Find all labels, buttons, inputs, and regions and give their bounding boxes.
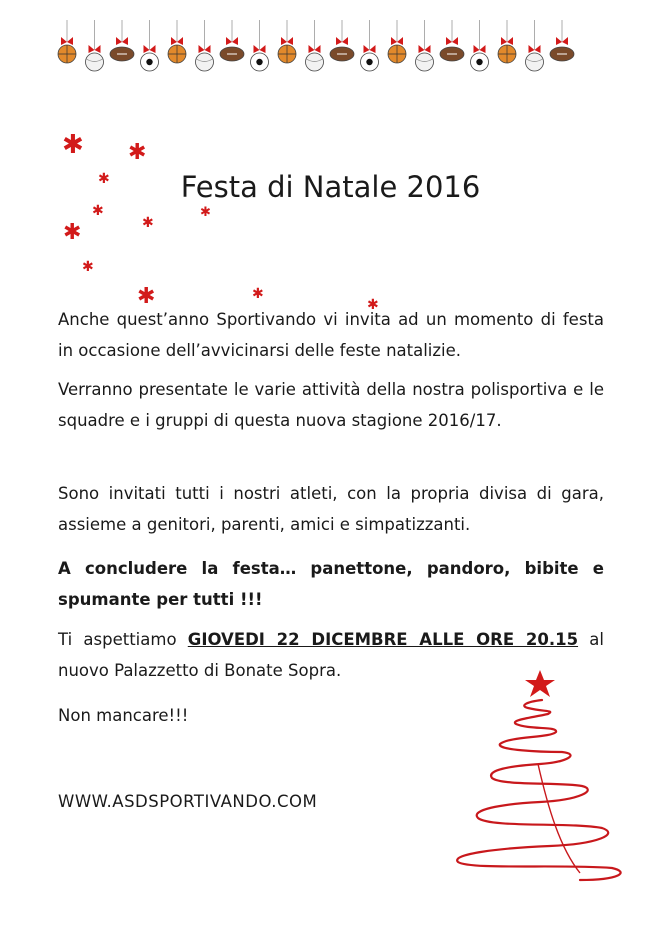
volley-ornament-icon [306, 20, 324, 71]
rugby-ornament-icon [550, 20, 574, 61]
snowflake-icon: ✱ [92, 203, 104, 219]
rugby-ornament-icon [220, 20, 244, 61]
volley-ornament-icon [526, 20, 544, 71]
closing-line: Non mancare!!! [58, 706, 189, 725]
snowflake-icon: ✱ [128, 140, 147, 165]
basket-ornament-icon [498, 20, 516, 63]
snowflake-icon: ✱ [367, 297, 379, 313]
snowflake-icon: ✱ [137, 284, 156, 309]
tree-star-icon [525, 670, 555, 697]
activities-paragraph: Verranno presentate le varie attività della nostra polisportiva e le squadre e i gruppi di questa nuova stagione 2016/17. [58, 380, 604, 430]
snowflake-icon: ✱ [82, 259, 94, 275]
intro-paragraph: Anche quest’anno Sportivando vi invita ad un momento di festa in occasione dell’avvicinarsi delle feste natalizie. [58, 310, 604, 360]
rugby-ornament-icon [110, 20, 134, 61]
rugby-ornament-icon [330, 20, 354, 61]
soccer-ornament-icon [361, 20, 379, 71]
soccer-ornament-icon [141, 20, 159, 71]
soccer-ornament-icon [471, 20, 489, 71]
basket-ornament-icon [388, 20, 406, 63]
volley-ornament-icon [416, 20, 434, 71]
rugby-ornament-icon [440, 20, 464, 61]
refreshments-paragraph: A concludere la festa… panettone, pandoro, bibite e spumante per tutti !!! [58, 559, 604, 609]
soccer-ornament-icon [251, 20, 269, 71]
snowflake-icon: ✱ [62, 130, 84, 160]
event-date: GIOVEDI 22 DICEMBRE ALLE ORE 20.15 [187, 630, 579, 649]
christmas-tree-icon [430, 668, 640, 883]
event-location-text: al nuovo Palazzetto di Bonate Sopra. [58, 630, 605, 680]
event-intro-text: Ti aspettiamo [58, 630, 188, 649]
snowflake-icon: ✱ [142, 215, 154, 231]
snowflake-icon: ✱ [200, 205, 211, 220]
website-text: WWW.ASDSPORTIVANDO.COM [58, 792, 318, 811]
volley-ornament-icon [86, 20, 104, 71]
ornament-garland [55, 18, 590, 80]
volley-ornament-icon [196, 20, 214, 71]
basket-ornament-icon [58, 20, 76, 63]
tree-spiral [457, 700, 620, 880]
guests-paragraph: Sono invitati tutti i nostri atleti, con la propria divisa di gara, assieme a genitori, parenti, amici e simpatizzanti. [58, 484, 604, 534]
snowflake-icon: ✱ [63, 220, 82, 245]
snowflake-icon: ✱ [98, 171, 110, 187]
snowflake-icon: ✱ [252, 286, 264, 302]
basket-ornament-icon [278, 20, 296, 63]
page-title: Festa di Natale 2016 [180, 170, 481, 204]
basket-ornament-icon [168, 20, 186, 63]
